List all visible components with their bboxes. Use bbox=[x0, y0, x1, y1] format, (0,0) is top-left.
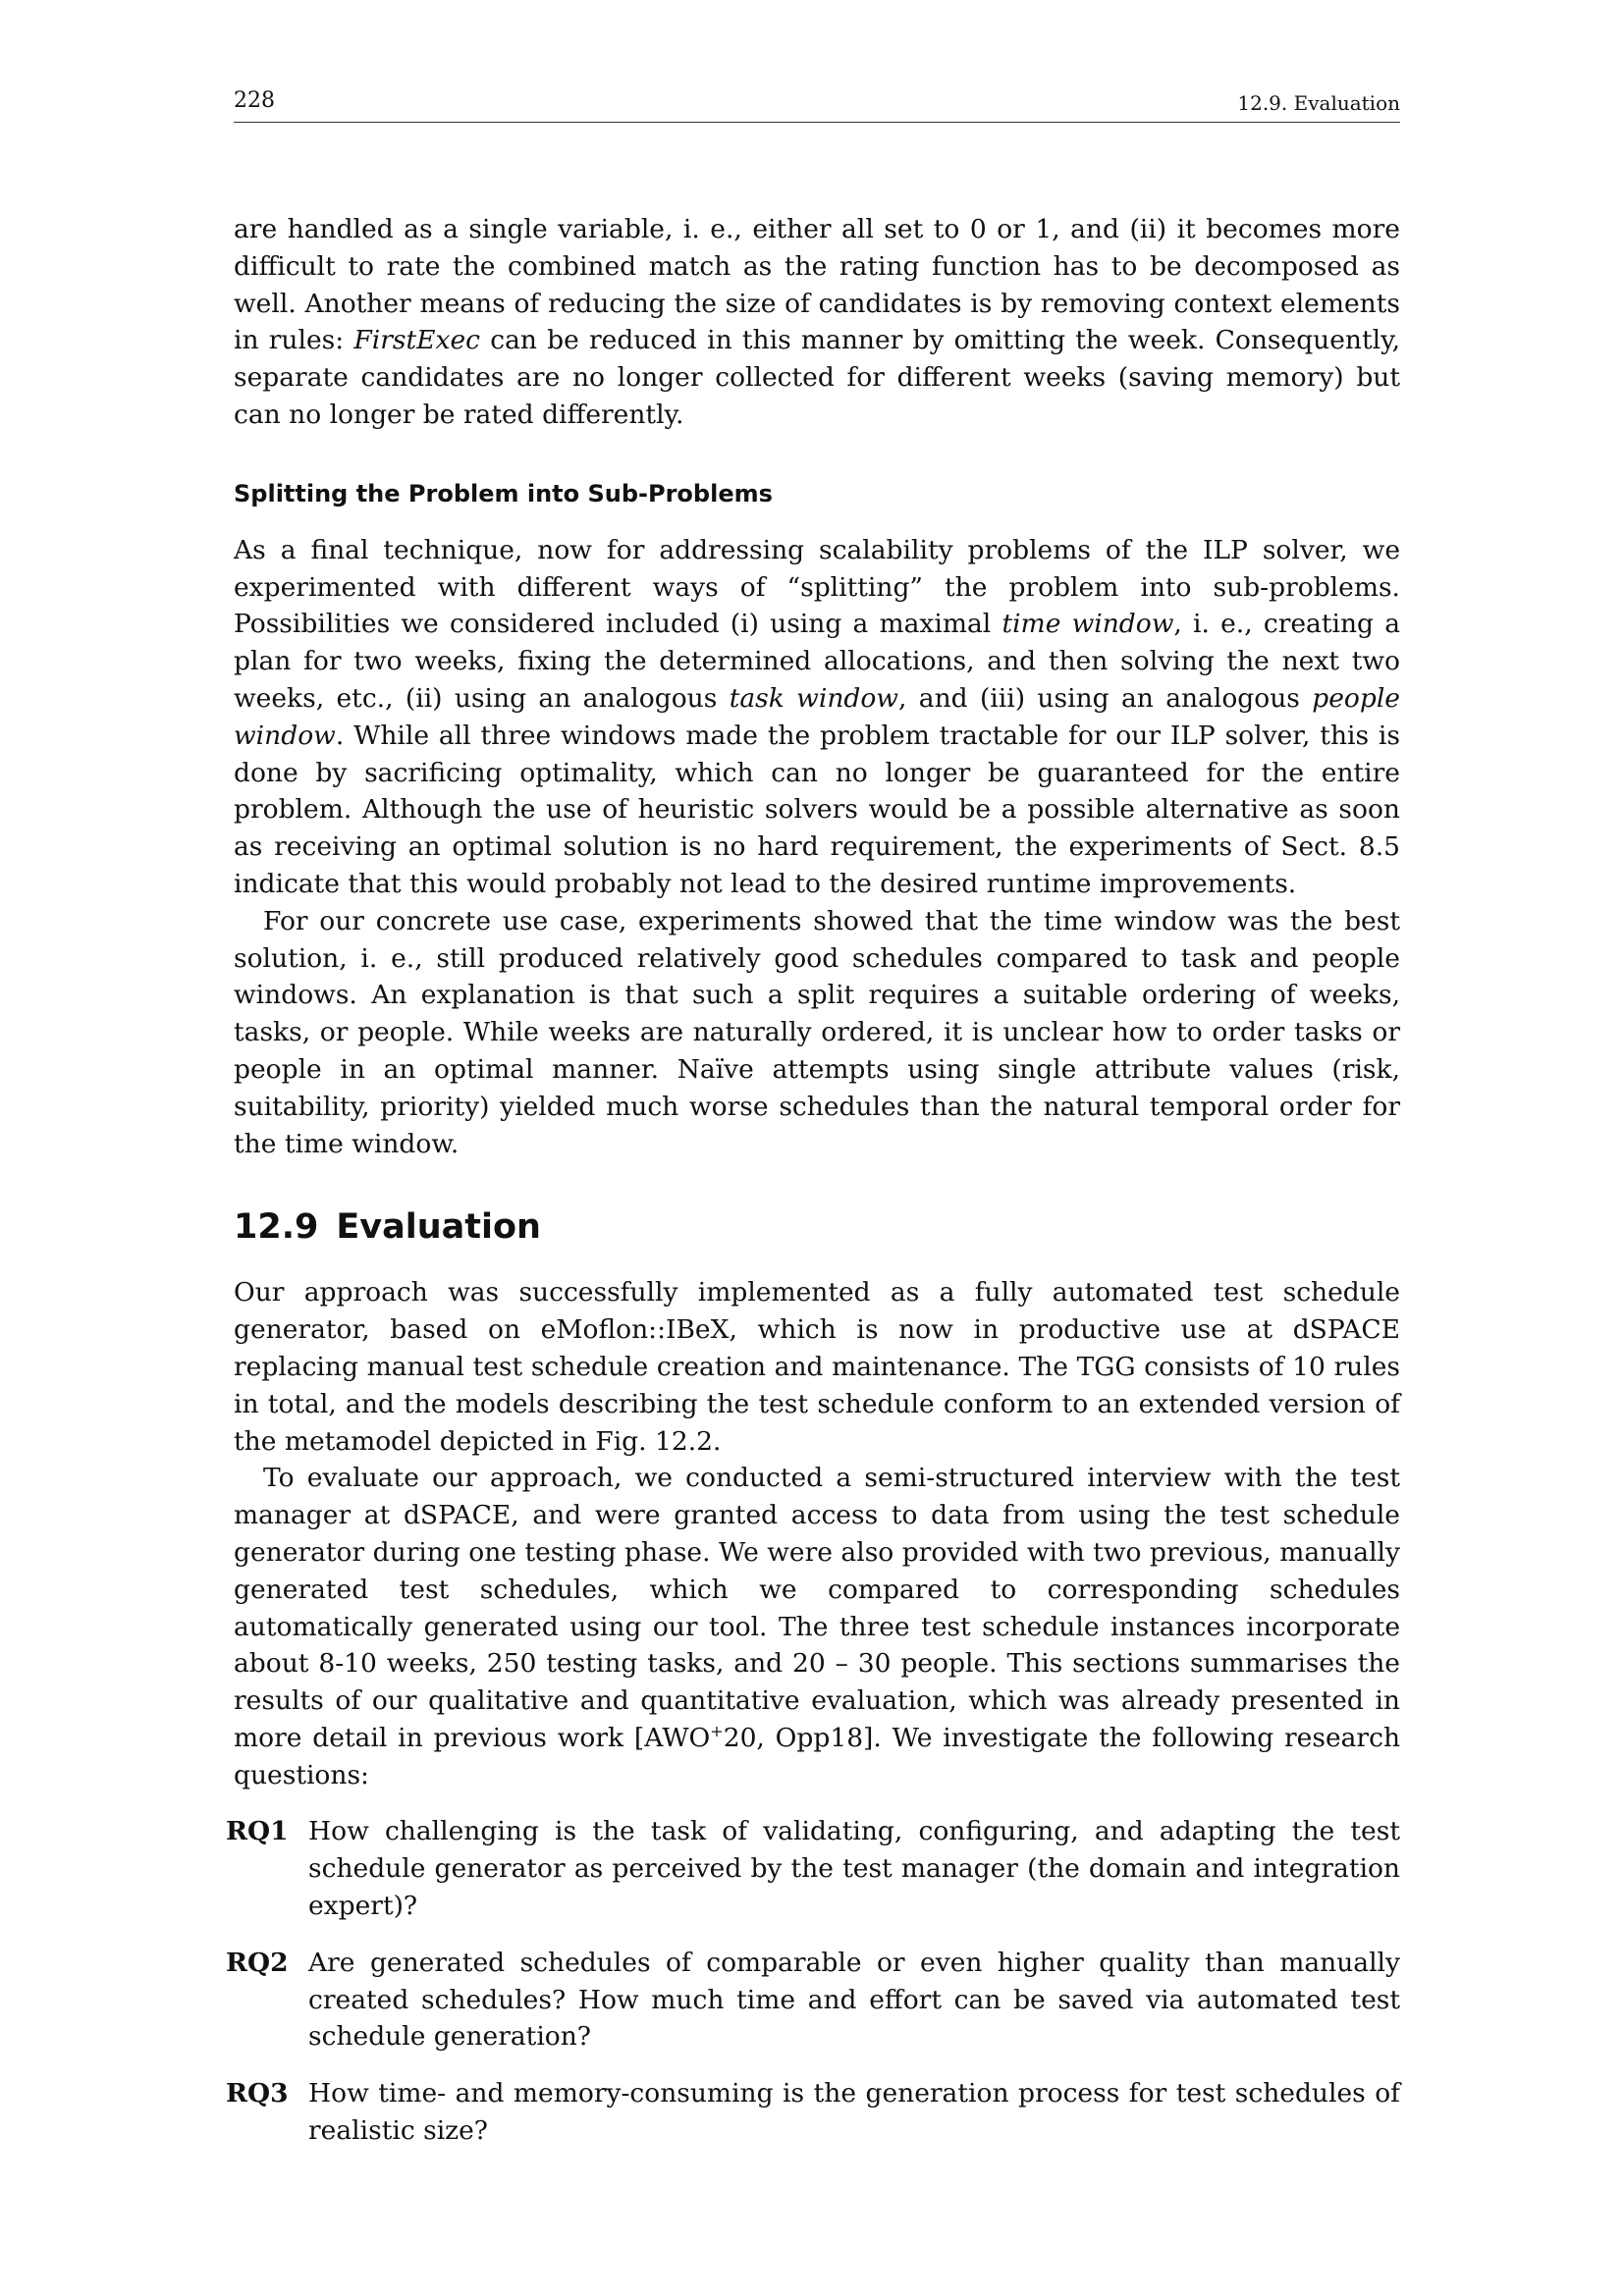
text-run: 20, Opp18]. We investigate the following research questions: bbox=[234, 1722, 1401, 1790]
paragraph-candidates bbox=[234, 211, 1400, 434]
running-header bbox=[234, 88, 1400, 123]
superscript-plus: + bbox=[710, 1722, 724, 1741]
page-number: 228 bbox=[234, 88, 275, 113]
text-run: , and (iii) using an analogous bbox=[897, 682, 1313, 714]
emphasis-time-window: time window bbox=[1001, 609, 1174, 640]
emphasis-people-window: people window bbox=[234, 682, 1400, 751]
research-question-item bbox=[226, 1945, 1400, 2056]
page bbox=[226, 88, 1401, 2150]
subsection-heading: Splitting the Problem into Sub-Problems bbox=[234, 479, 773, 507]
paragraph-approach: Our approach was successfully implemented as a fully automated test schedule generator, based on eMoflon::IBeX, which is now in productive use at dSPACE replacing manual test schedule creation and maintenance. The TGG consists of 10 rules in total, and the models describing the test schedule conform to an extended version of the metamodel depicted in Fig. 12.2. bbox=[234, 1277, 1400, 1457]
text-run: As a final technique, now for addressing scalability problems of the ILP solver, we experimented with different ways of “splitting” the problem into sub-problems. Possibilities we considered included (i) using a maximal bbox=[234, 534, 1400, 640]
text-run: To evaluate our approach, we conducted a semi-structured interview with the test manager at dSPACE, and were granted access to data from using the test schedule generator during one testing phase. We were also provided with two previous, manually generated test schedules, which we compared to corresponding schedules automatically generated using our tool. The three test schedule instances incorporate about 8-10 weeks, 250 testing tasks, and 20 – 30 people. This sections summarises the results of our qualitative and quantitative evaluation, which was already presented in more detail in previous work [AWO bbox=[234, 1463, 1400, 1753]
text-run: . While all three windows made the problem tractable for our ILP solver, this is done by sacrificing optimality, which can no longer be guaranteed for the entire problem. Although the use of heuristic solvers would be a possible alternative as soon as receiving an optimal solution is no hard requirement, the experiments of Sect. 8.5 indicate that this would probably not lead to the desired runtime improvements. bbox=[234, 720, 1400, 899]
text-run: , i. e., creating a plan for two weeks, fixing the determined allocations, and then solving the next two weeks, etc., (ii) using an analogous bbox=[234, 609, 1400, 714]
research-question-item bbox=[226, 1813, 1400, 1924]
rq-label: RQ1 bbox=[226, 1816, 289, 1847]
emphasis-task-window: task window bbox=[729, 682, 898, 714]
paragraph-splitting bbox=[234, 532, 1400, 903]
paragraph-evaluation bbox=[234, 1460, 1400, 1793]
section-title: Evaluation bbox=[336, 1207, 541, 1248]
text-run: are handled as a single variable, i. e., either all set to 0 or 1, and (ii) it becomes more difficult to rate the combined match as the rating function has to be decomposed as well. Another means of reducing the size of candidates is by removing context elements in rules: bbox=[234, 214, 1400, 356]
rq-text: How challenging is the task of validating, configuring, and adapting the test schedule generator as perceived by the test manager (the domain and integration expert)? bbox=[308, 1816, 1400, 1922]
rq-label: RQ2 bbox=[226, 1947, 289, 1978]
emphasis-firstexec: FirstExec bbox=[353, 325, 480, 356]
research-question-list bbox=[226, 1813, 1400, 2149]
section-number: 12.9 bbox=[234, 1207, 319, 1248]
rq-text: Are generated schedules of comparable or even higher quality than manually created schedules? How much time and effort can be saved via automated test schedule generation? bbox=[308, 1947, 1400, 2053]
rq-text: How time- and memory-consuming is the generation process for test schedules of realistic size? bbox=[308, 2078, 1400, 2147]
text-run: can be reduced in this manner by omitting the week. Consequently, separate candidates are no longer collected for different weeks (saving memory) but can no longer be rated differently. bbox=[234, 325, 1400, 430]
rq-label: RQ3 bbox=[226, 2078, 289, 2109]
research-question-item bbox=[226, 2075, 1400, 2150]
running-section-title: 12.9. Evaluation bbox=[1237, 91, 1400, 115]
section-heading bbox=[234, 1205, 1400, 1249]
paragraph-use-case: For our concrete use case, experiments showed that the time window was the best solution, i. e., still produced relatively good schedules compared to task and people windows. An explanation is that such a split requires a suitable ordering of weeks, tasks, or people. While weeks are naturally ordered, it is unclear how to order tasks or people in an optimal manner. Naïve attempts using single attribute values (risk, suitability, priority) yielded much worse schedules than the natural temporal order for the time window. bbox=[234, 905, 1400, 1159]
